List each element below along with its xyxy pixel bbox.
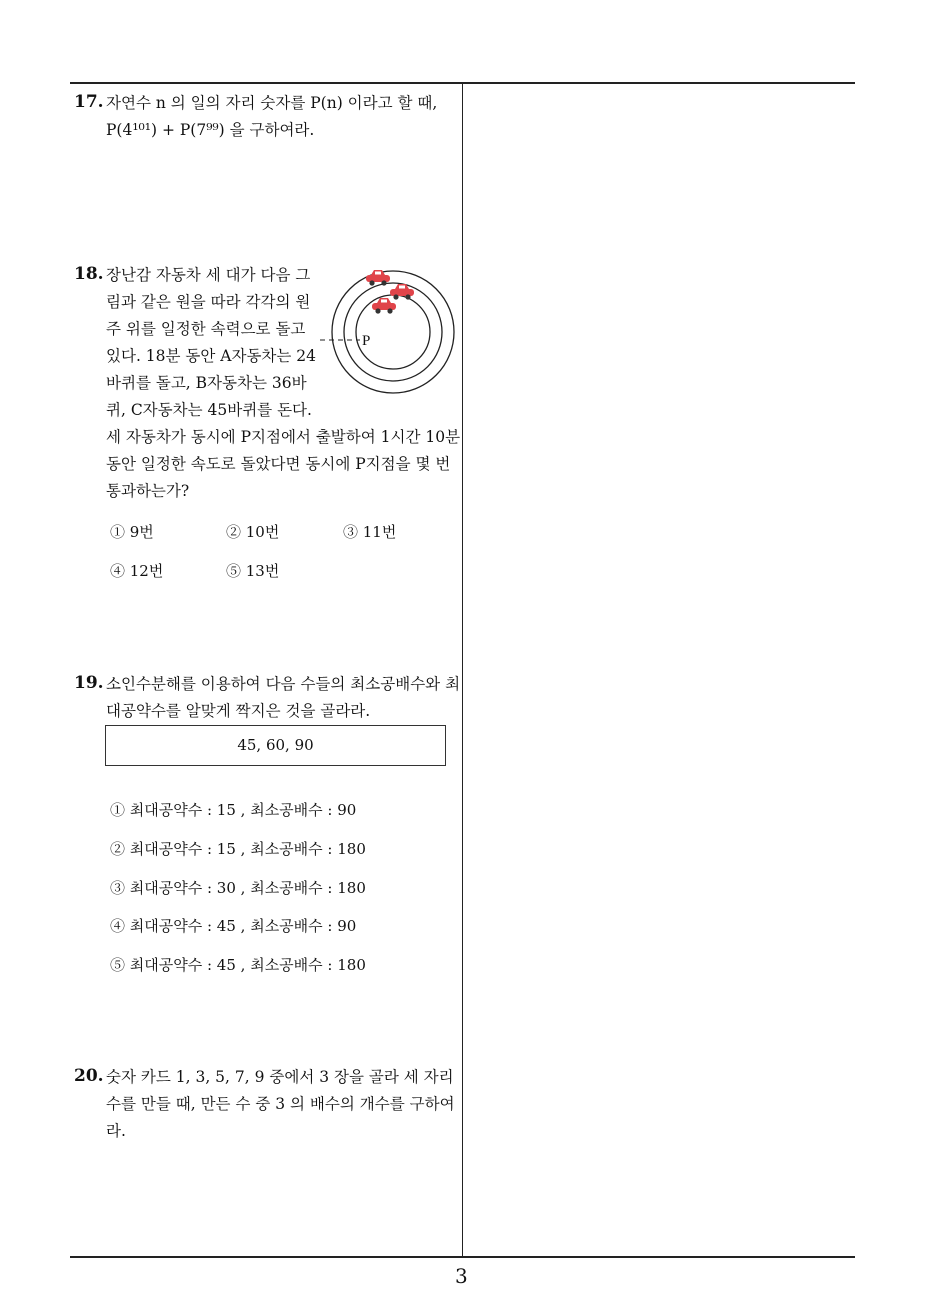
question-number: 20. xyxy=(74,1066,104,1086)
question-line: 장난감 자동차 세 대가 다음 그 xyxy=(106,266,311,284)
question-line: 주 위를 일정한 속력으로 돌고 xyxy=(106,320,306,338)
question-line: P(4¹⁰¹) + P(7⁹⁹) 을 구하여라. xyxy=(106,121,315,139)
numbers-box: 45, 60, 90 xyxy=(105,725,446,766)
circle-track-figure xyxy=(318,262,460,402)
answer-option[interactable]: ① 최대공약수 : 15 , 최소공배수 : 90 xyxy=(110,801,357,819)
question-line: 있다. 18분 동안 A자동차는 24 xyxy=(106,347,317,365)
answer-option[interactable]: ① 9번 xyxy=(110,523,154,541)
column-divider xyxy=(462,82,463,1257)
middle-circle xyxy=(344,283,442,381)
answer-option[interactable]: ② 10번 xyxy=(226,523,280,541)
question-text xyxy=(106,671,460,725)
question-line: 숫자 카드 1, 3, 5, 7, 9 중에서 3 장을 골라 세 자리 xyxy=(106,1068,454,1086)
question-line: 수를 만들 때, 만든 수 중 3 의 배수의 개수를 구하여 xyxy=(106,1095,455,1113)
question-line: 대공약수를 알맞게 짝지은 것을 골라라. xyxy=(106,702,371,720)
question-line: 바퀴를 돌고, B자동차는 36바 xyxy=(106,374,307,392)
answer-option[interactable]: ④ 최대공약수 : 45 , 최소공배수 : 90 xyxy=(110,917,357,935)
question-number: 17. xyxy=(74,92,104,112)
question-line: 소인수분해를 이용하여 다음 수들의 최소공배수와 최 xyxy=(106,675,461,693)
question-line: 라. xyxy=(106,1122,126,1140)
bottom-rule xyxy=(70,1256,855,1258)
question-line: 자연수 n 의 일의 자리 숫자를 P(n) 이라고 할 때, xyxy=(106,94,438,112)
answer-option[interactable]: ③ 최대공약수 : 30 , 최소공배수 : 180 xyxy=(110,879,366,897)
question-line: 퀴, C자동차는 45바퀴를 돈다. xyxy=(106,401,312,419)
question-text xyxy=(106,1064,455,1145)
question-line: 동안 일정한 속도로 돌았다면 동시에 P지점을 몇 번 xyxy=(106,455,451,473)
point-p-label: P xyxy=(362,333,371,349)
page-number: 3 xyxy=(455,1264,468,1288)
answer-option[interactable]: ⑤ 최대공약수 : 45 , 최소공배수 : 180 xyxy=(110,956,366,974)
answer-option[interactable]: ④ 12번 xyxy=(110,562,164,580)
question-number: 19. xyxy=(74,673,104,693)
answer-option[interactable]: ③ 11번 xyxy=(343,523,397,541)
question-text xyxy=(106,90,437,144)
answer-option[interactable]: ⑤ 13번 xyxy=(226,562,280,580)
answer-option[interactable]: ② 최대공약수 : 15 , 최소공배수 : 180 xyxy=(110,840,366,858)
question-number: 18. xyxy=(74,264,104,284)
question-line: 세 자동차가 동시에 P지점에서 출발하여 1시간 10분 xyxy=(106,428,461,446)
car-icon xyxy=(372,298,396,314)
question-line: 통과하는가? xyxy=(106,482,190,500)
car-icon xyxy=(366,270,390,286)
question-line: 림과 같은 원을 따라 각각의 원 xyxy=(106,293,311,311)
